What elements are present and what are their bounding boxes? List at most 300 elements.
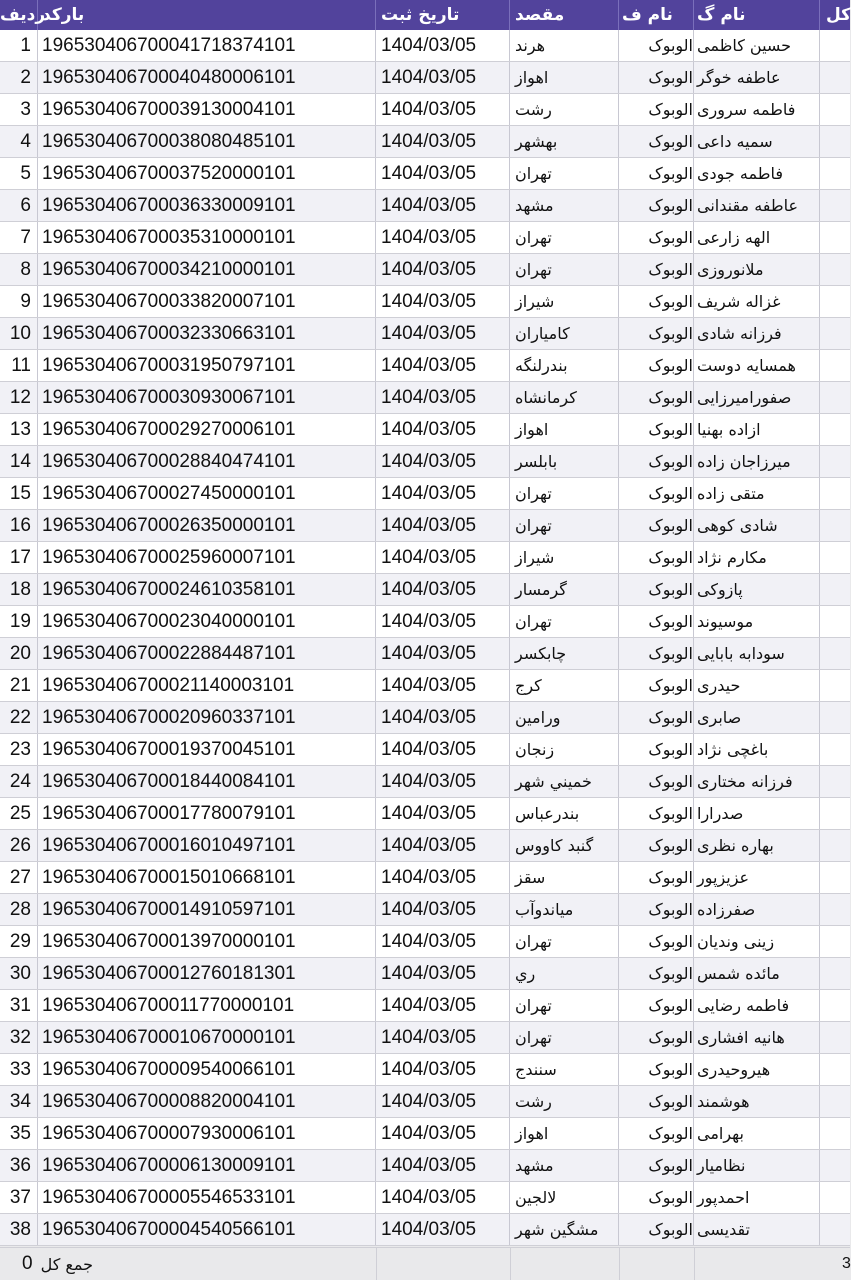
last-name-cell: حسین کاظمی — [694, 30, 820, 61]
table-row[interactable] — [0, 1150, 850, 1182]
barcode-cell: 196530406700041718374101 — [38, 30, 376, 61]
first-name-cell: الوبوک — [619, 414, 694, 445]
first-name-cell: الوبوک — [619, 862, 694, 893]
table-row[interactable] — [0, 990, 850, 1022]
row-number-cell: 33 — [0, 1054, 38, 1085]
row-number-cell: 19 — [0, 606, 38, 637]
table-row[interactable] — [0, 798, 850, 830]
last-name-cell: مکارم نژاد — [694, 542, 820, 573]
row-number-cell: 26 — [0, 830, 38, 861]
date-cell: 1404/03/05 — [376, 894, 510, 925]
table-row[interactable] — [0, 1054, 850, 1086]
row-number-cell: 5 — [0, 158, 38, 189]
destination-cell: اهواز — [510, 1118, 619, 1149]
total-cell — [820, 30, 850, 61]
barcode-cell: 196530406700025960007101 — [38, 542, 376, 573]
row-number-cell: 38 — [0, 1214, 38, 1245]
first-name-cell: الوبوک — [619, 1150, 694, 1181]
total-cell — [820, 94, 850, 125]
barcode-cell: 196530406700036330009101 — [38, 190, 376, 221]
row-number-cell: 9 — [0, 286, 38, 317]
destination-cell: هرند — [510, 30, 619, 61]
last-name-cell: متقی زاده — [694, 478, 820, 509]
barcode-cell: 196530406700012760181301 — [38, 958, 376, 989]
table-row[interactable] — [0, 862, 850, 894]
date-cell: 1404/03/05 — [376, 990, 510, 1021]
header-total[interactable]: کل — [826, 5, 851, 25]
footer-divider — [510, 1248, 620, 1280]
last-name-cell: موسیوند — [694, 606, 820, 637]
row-number-cell: 18 — [0, 574, 38, 605]
destination-cell: رشت — [510, 1086, 619, 1117]
row-number-cell: 14 — [0, 446, 38, 477]
row-number-cell: 13 — [0, 414, 38, 445]
last-name-cell: شادی کوهی — [694, 510, 820, 541]
last-name-cell: فاطمه سروری — [694, 94, 820, 125]
total-cell — [820, 638, 850, 669]
table-row[interactable] — [0, 1182, 850, 1214]
first-name-cell: الوبوک — [619, 1182, 694, 1213]
first-name-cell: الوبوک — [619, 766, 694, 797]
last-name-cell: بهاره نظری — [694, 830, 820, 861]
first-name-cell: الوبوک — [619, 638, 694, 669]
barcode-cell: 196530406700008820004101 — [38, 1086, 376, 1117]
date-cell: 1404/03/05 — [376, 222, 510, 253]
destination-cell: بندرعباس — [510, 798, 619, 829]
last-name-cell: ازاده بهنیا — [694, 414, 820, 445]
date-cell: 1404/03/05 — [376, 1086, 510, 1117]
destination-cell: زنجان — [510, 734, 619, 765]
table-row[interactable] — [0, 382, 850, 414]
destination-cell: مشهد — [510, 190, 619, 221]
destination-cell: کامیاران — [510, 318, 619, 349]
date-cell: 1404/03/05 — [376, 638, 510, 669]
total-cell — [820, 702, 850, 733]
total-cell — [820, 510, 850, 541]
last-name-cell: عزیزپور — [694, 862, 820, 893]
table-footer — [0, 1247, 850, 1279]
row-number-cell: 23 — [0, 734, 38, 765]
row-number-cell: 29 — [0, 926, 38, 957]
destination-cell: تهران — [510, 254, 619, 285]
first-name-cell: الوبوک — [619, 990, 694, 1021]
last-name-cell: الهه زارعی — [694, 222, 820, 253]
footer-total-count: 0 — [22, 1253, 33, 1274]
total-cell — [820, 222, 850, 253]
first-name-cell: الوبوک — [619, 734, 694, 765]
last-name-cell: زینی وندیان — [694, 926, 820, 957]
table-row[interactable] — [0, 190, 850, 222]
destination-cell: شیراز — [510, 286, 619, 317]
last-name-cell: نظامیار — [694, 1150, 820, 1181]
row-number-cell: 35 — [0, 1118, 38, 1149]
destination-cell: بندرلنگه — [510, 350, 619, 381]
first-name-cell: الوبوک — [619, 1214, 694, 1245]
barcode-cell: 196530406700009540066101 — [38, 1054, 376, 1085]
table-row[interactable] — [0, 606, 850, 638]
barcode-cell: 196530406700027450000101 — [38, 478, 376, 509]
date-cell: 1404/03/05 — [376, 1182, 510, 1213]
row-number-cell: 20 — [0, 638, 38, 669]
row-number-cell: 28 — [0, 894, 38, 925]
date-cell: 1404/03/05 — [376, 766, 510, 797]
first-name-cell: الوبوک — [619, 926, 694, 957]
barcode-cell: 196530406700007930006101 — [38, 1118, 376, 1149]
last-name-cell: سمیه داعی — [694, 126, 820, 157]
last-name-cell: عاطفه مقندانی — [694, 190, 820, 221]
last-name-cell: صفرزاده — [694, 894, 820, 925]
total-cell — [820, 1118, 850, 1149]
date-cell: 1404/03/05 — [376, 958, 510, 989]
table-row[interactable] — [0, 318, 850, 350]
row-number-cell: 31 — [0, 990, 38, 1021]
row-number-cell: 24 — [0, 766, 38, 797]
barcode-cell: 196530406700029270006101 — [38, 414, 376, 445]
barcode-cell: 196530406700037520000101 — [38, 158, 376, 189]
total-cell — [820, 478, 850, 509]
row-number-cell: 17 — [0, 542, 38, 573]
row-number-cell: 12 — [0, 382, 38, 413]
row-number-cell: 30 — [0, 958, 38, 989]
date-cell: 1404/03/05 — [376, 446, 510, 477]
table-row[interactable] — [0, 126, 850, 158]
table-row[interactable] — [0, 254, 850, 286]
barcode-cell: 196530406700021140003101 — [38, 670, 376, 701]
last-name-cell: باغچی نژاد — [694, 734, 820, 765]
table-row[interactable] — [0, 638, 850, 670]
table-row[interactable] — [0, 478, 850, 510]
row-number-cell: 22 — [0, 702, 38, 733]
destination-cell: تهران — [510, 478, 619, 509]
last-name-cell: فاطمه جودی — [694, 158, 820, 189]
total-cell — [820, 862, 850, 893]
last-name-cell: عاطفه خوگر — [694, 62, 820, 93]
destination-cell: گنبد کاووس — [510, 830, 619, 861]
date-cell: 1404/03/05 — [376, 126, 510, 157]
last-name-cell: تقدیسی — [694, 1214, 820, 1245]
header-destination[interactable]: مقصد — [510, 0, 619, 30]
barcode-cell: 196530406700028840474101 — [38, 446, 376, 477]
total-cell — [820, 1054, 850, 1085]
row-number-cell: 34 — [0, 1086, 38, 1117]
table-row[interactable] — [0, 702, 850, 734]
first-name-cell: الوبوک — [619, 350, 694, 381]
barcode-cell: 196530406700004540566101 — [38, 1214, 376, 1245]
barcode-cell: 196530406700010670000101 — [38, 1022, 376, 1053]
destination-cell: خميني شهر — [510, 766, 619, 797]
barcode-cell: 196530406700040480006101 — [38, 62, 376, 93]
date-cell: 1404/03/05 — [376, 350, 510, 381]
total-cell — [820, 318, 850, 349]
destination-cell: تهران — [510, 158, 619, 189]
table-row[interactable] — [0, 62, 850, 94]
table-row[interactable] — [0, 926, 850, 958]
first-name-cell: الوبوک — [619, 222, 694, 253]
first-name-cell: الوبوک — [619, 574, 694, 605]
total-cell — [820, 542, 850, 573]
table-row[interactable] — [0, 1086, 850, 1118]
barcode-cell: 196530406700023040000101 — [38, 606, 376, 637]
barcode-cell: 196530406700016010497101 — [38, 830, 376, 861]
table-row[interactable] — [0, 830, 850, 862]
row-number-cell: 37 — [0, 1182, 38, 1213]
footer-divider — [619, 1248, 695, 1280]
table-row[interactable] — [0, 1214, 850, 1246]
first-name-cell: الوبوک — [619, 62, 694, 93]
last-name-cell: هیروحیدری — [694, 1054, 820, 1085]
row-number-cell: 3 — [0, 94, 38, 125]
row-number-cell: 2 — [0, 62, 38, 93]
destination-cell: سقز — [510, 862, 619, 893]
destination-cell: مشگين شهر — [510, 1214, 619, 1245]
total-cell — [820, 990, 850, 1021]
last-name-cell: صفورامیرزایی — [694, 382, 820, 413]
table-row[interactable] — [0, 30, 850, 62]
row-number-cell: 7 — [0, 222, 38, 253]
total-cell — [820, 1022, 850, 1053]
destination-cell: تهران — [510, 990, 619, 1021]
barcode-cell: 196530406700034210000101 — [38, 254, 376, 285]
first-name-cell: الوبوک — [619, 702, 694, 733]
date-cell: 1404/03/05 — [376, 830, 510, 861]
date-cell: 1404/03/05 — [376, 798, 510, 829]
table-row[interactable] — [0, 734, 850, 766]
first-name-cell: الوبوک — [619, 542, 694, 573]
destination-cell: تهران — [510, 606, 619, 637]
date-cell: 1404/03/05 — [376, 862, 510, 893]
first-name-cell: الوبوک — [619, 30, 694, 61]
destination-cell: چابکسر — [510, 638, 619, 669]
table-row[interactable] — [0, 574, 850, 606]
total-cell — [820, 670, 850, 701]
last-name-cell: هانیه افشاری — [694, 1022, 820, 1053]
row-number-cell: 16 — [0, 510, 38, 541]
barcode-cell: 196530406700020960337101 — [38, 702, 376, 733]
first-name-cell: الوبوک — [619, 510, 694, 541]
table-row[interactable] — [0, 158, 850, 190]
date-cell: 1404/03/05 — [376, 382, 510, 413]
row-number-cell: 1 — [0, 30, 38, 61]
table-row[interactable] — [0, 446, 850, 478]
date-cell: 1404/03/05 — [376, 734, 510, 765]
date-cell: 1404/03/05 — [376, 574, 510, 605]
last-name-cell: احمدپور — [694, 1182, 820, 1213]
total-cell — [820, 446, 850, 477]
footer-total-summary — [22, 1248, 93, 1280]
header-registration-date[interactable]: تاریخ ثبت — [376, 0, 510, 30]
date-cell: 1404/03/05 — [376, 1054, 510, 1085]
last-name-cell: صدرارا — [694, 798, 820, 829]
total-cell — [820, 62, 850, 93]
first-name-cell: الوبوک — [619, 478, 694, 509]
barcode-cell: 196530406700013970000101 — [38, 926, 376, 957]
table-header — [0, 0, 850, 30]
total-cell — [820, 1150, 850, 1181]
table-row[interactable] — [0, 542, 850, 574]
header-barcode[interactable]: بارکد — [38, 0, 376, 30]
last-name-cell: مائده شمس — [694, 958, 820, 989]
header-row-number[interactable]: ردیف — [0, 0, 38, 30]
date-cell: 1404/03/05 — [376, 1214, 510, 1245]
destination-cell: مشهد — [510, 1150, 619, 1181]
last-name-cell: ملانوروزی — [694, 254, 820, 285]
barcode-cell: 196530406700022884487101 — [38, 638, 376, 669]
barcode-cell: 196530406700039130004101 — [38, 94, 376, 125]
row-number-cell: 4 — [0, 126, 38, 157]
total-cell — [820, 766, 850, 797]
row-number-cell: 21 — [0, 670, 38, 701]
table-row[interactable] — [0, 414, 850, 446]
destination-cell: گرمسار — [510, 574, 619, 605]
destination-cell: ورامین — [510, 702, 619, 733]
total-cell — [820, 414, 850, 445]
first-name-cell: الوبوک — [619, 798, 694, 829]
barcode-cell: 196530406700031950797101 — [38, 350, 376, 381]
destination-cell: تهران — [510, 1022, 619, 1053]
barcode-cell: 196530406700015010668101 — [38, 862, 376, 893]
first-name-cell: الوبوک — [619, 958, 694, 989]
last-name-cell: فرزانه مختاری — [694, 766, 820, 797]
destination-cell: بابلسر — [510, 446, 619, 477]
first-name-cell: الوبوک — [619, 446, 694, 477]
last-name-cell: صابری — [694, 702, 820, 733]
row-number-cell: 25 — [0, 798, 38, 829]
destination-cell: کرج — [510, 670, 619, 701]
date-cell: 1404/03/05 — [376, 926, 510, 957]
table-row[interactable] — [0, 350, 850, 382]
barcode-cell: 196530406700038080485101 — [38, 126, 376, 157]
total-cell — [820, 254, 850, 285]
barcode-cell: 196530406700024610358101 — [38, 574, 376, 605]
first-name-cell: الوبوک — [619, 1022, 694, 1053]
destination-cell: مياندوآب — [510, 894, 619, 925]
row-number-cell: 32 — [0, 1022, 38, 1053]
date-cell: 1404/03/05 — [376, 158, 510, 189]
last-name-cell: غزاله شریف — [694, 286, 820, 317]
header-first-name[interactable]: نام ف — [619, 0, 694, 30]
table-row[interactable] — [0, 1022, 850, 1054]
barcode-cell: 196530406700005546533101 — [38, 1182, 376, 1213]
total-cell — [820, 1086, 850, 1117]
table-row[interactable] — [0, 286, 850, 318]
row-number-cell: 27 — [0, 862, 38, 893]
date-cell: 1404/03/05 — [376, 254, 510, 285]
first-name-cell: الوبوک — [619, 1086, 694, 1117]
table-row[interactable] — [0, 894, 850, 926]
destination-cell: رشت — [510, 94, 619, 125]
first-name-cell: الوبوک — [619, 254, 694, 285]
total-cell — [820, 126, 850, 157]
last-name-cell: فاطمه رضایی — [694, 990, 820, 1021]
last-name-cell: بهرامی — [694, 1118, 820, 1149]
last-name-cell: پازوکی — [694, 574, 820, 605]
last-name-cell: حیدری — [694, 670, 820, 701]
date-cell: 1404/03/05 — [376, 606, 510, 637]
total-cell — [820, 350, 850, 381]
barcode-cell: 196530406700018440084101 — [38, 766, 376, 797]
first-name-cell: الوبوک — [619, 606, 694, 637]
date-cell: 1404/03/05 — [376, 670, 510, 701]
barcode-cell: 196530406700006130009101 — [38, 1150, 376, 1181]
row-number-cell: 6 — [0, 190, 38, 221]
barcode-cell: 196530406700019370045101 — [38, 734, 376, 765]
date-cell: 1404/03/05 — [376, 478, 510, 509]
destination-cell: ري — [510, 958, 619, 989]
table-row[interactable] — [0, 222, 850, 254]
first-name-cell: الوبوک — [619, 894, 694, 925]
date-cell: 1404/03/05 — [376, 702, 510, 733]
date-cell: 1404/03/05 — [376, 1118, 510, 1149]
first-name-cell: الوبوک — [619, 1118, 694, 1149]
table-row[interactable] — [0, 958, 850, 990]
table-row[interactable] — [0, 94, 850, 126]
destination-cell: سنندج — [510, 1054, 619, 1085]
last-name-cell: میرزاجان زاده — [694, 446, 820, 477]
table-row[interactable] — [0, 1118, 850, 1150]
first-name-cell: الوبوک — [619, 318, 694, 349]
destination-cell: تهران — [510, 926, 619, 957]
footer-divider — [376, 1248, 511, 1280]
table-row[interactable] — [0, 670, 850, 702]
destination-cell: اهواز — [510, 414, 619, 445]
barcode-cell: 196530406700011770000101 — [38, 990, 376, 1021]
total-cell — [820, 190, 850, 221]
barcode-cell: 196530406700032330663101 — [38, 318, 376, 349]
total-cell — [820, 1182, 850, 1213]
destination-cell: شیراز — [510, 542, 619, 573]
barcode-cell: 196530406700030930067101 — [38, 382, 376, 413]
table-row[interactable] — [0, 510, 850, 542]
header-last-name[interactable]: نام گ — [694, 0, 820, 30]
first-name-cell: الوبوک — [619, 286, 694, 317]
total-cell — [820, 158, 850, 189]
date-cell: 1404/03/05 — [376, 510, 510, 541]
date-cell: 1404/03/05 — [376, 62, 510, 93]
row-number-cell: 36 — [0, 1150, 38, 1181]
total-cell — [820, 1214, 850, 1245]
barcode-cell: 196530406700017780079101 — [38, 798, 376, 829]
row-number-cell: 15 — [0, 478, 38, 509]
total-cell — [820, 926, 850, 957]
total-cell — [820, 830, 850, 861]
table-row[interactable] — [0, 766, 850, 798]
last-name-cell: همسایه دوست — [694, 350, 820, 381]
barcode-cell: 196530406700026350000101 — [38, 510, 376, 541]
destination-cell: کرمانشاه — [510, 382, 619, 413]
total-cell — [820, 606, 850, 637]
first-name-cell: الوبوک — [619, 94, 694, 125]
date-cell: 1404/03/05 — [376, 542, 510, 573]
total-cell — [820, 382, 850, 413]
date-cell: 1404/03/05 — [376, 30, 510, 61]
date-cell: 1404/03/05 — [376, 1150, 510, 1181]
total-cell — [820, 734, 850, 765]
date-cell: 1404/03/05 — [376, 286, 510, 317]
total-cell — [820, 798, 850, 829]
first-name-cell: الوبوک — [619, 670, 694, 701]
row-number-cell: 10 — [0, 318, 38, 349]
last-name-cell: سودابه بابایی — [694, 638, 820, 669]
destination-cell: بهشهر — [510, 126, 619, 157]
destination-cell: لالجين — [510, 1182, 619, 1213]
first-name-cell: الوبوک — [619, 382, 694, 413]
first-name-cell: الوبوک — [619, 1054, 694, 1085]
date-cell: 1404/03/05 — [376, 414, 510, 445]
destination-cell: تهران — [510, 222, 619, 253]
date-cell: 1404/03/05 — [376, 1022, 510, 1053]
destination-cell: اهواز — [510, 62, 619, 93]
total-cell — [820, 958, 850, 989]
